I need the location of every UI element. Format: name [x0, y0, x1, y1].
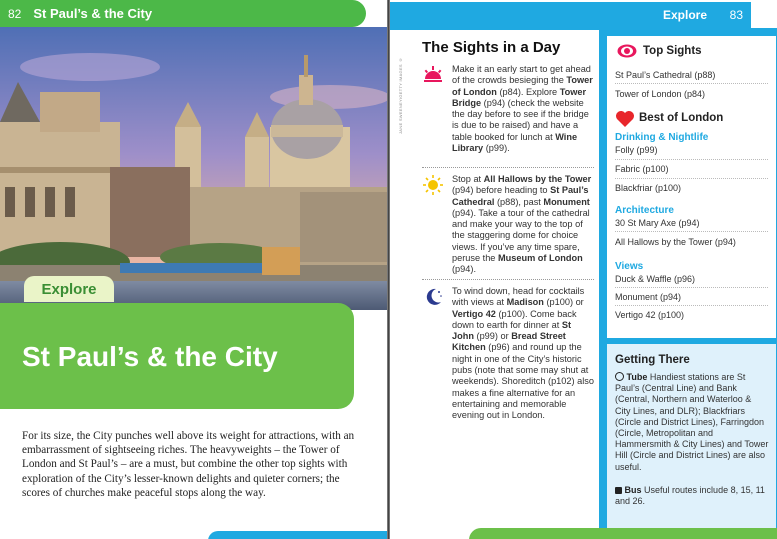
left-header-banner [0, 0, 366, 27]
evening-block [422, 286, 594, 422]
sun-icon [422, 174, 444, 196]
divider [615, 83, 768, 84]
views-item: Vertigo 42 (p100) [615, 310, 685, 320]
link-tower-of-london: Tower of London [452, 75, 593, 97]
top-sights-card [607, 36, 776, 338]
link-museum-of-london: Museum of London [497, 253, 583, 264]
link-all-hallows: All Hallows by the Tower [483, 174, 592, 184]
divider [615, 231, 768, 232]
link-vertigo-42: Vertigo 42 [452, 308, 496, 319]
link-st-john: St John [452, 319, 571, 342]
architecture-item: All Hallows by the Tower (p94) [615, 237, 736, 247]
views-item: Duck & Waffle (p96) [615, 274, 696, 284]
top-sights-title: Top Sights [643, 45, 702, 57]
drinking-item: Blackfriar (p100) [615, 183, 682, 193]
sights-title: The Sights in a Day [422, 39, 561, 56]
link-madison: Madison [506, 297, 544, 308]
getting-there-title: Getting There [615, 354, 690, 366]
intro-paragraph: For its size, the City punches well above its weight for attractions, with an embarrassment of sightseeing riches. The heavyweights – the Tower of London and St Paul’s – are a must, but combine the other top sights with exploration of the City’s lesser-known delights and quieter corners; the scores of churches make peaceful stops along the way. [22, 430, 355, 499]
tube-info: Tube Handiest stations are St Paul’s (Central Line) and Bank (Central, Northern and Waterloo & City Lines, and DLR); Blackfriars (Circle and District Lines), Farringdon (Circle, Metropolitan and Hammersmith & City Lines) and Tower Hill (Circle and District Lines) are also useful. [615, 372, 769, 472]
page-number: 82 [8, 6, 22, 21]
heart-icon [615, 110, 635, 128]
drinking-item: Folly (p99) [615, 145, 658, 155]
link-wine-library: Wine Library [452, 131, 578, 154]
architecture-title: Architecture [615, 205, 674, 216]
section-title: St Paul’s & the City [22, 341, 278, 372]
header-title: St Paul’s & the City [33, 6, 153, 21]
afternoon-text: Stop at All Hallows by the Tower (p94) before heading to St Paul’s Cathedral (p88), past Monument (p94). Take a tour of the cathedral and make your way to the top of the staggering dome for choice views. If you’ve any time spare, peruse the Museum of London (p94). [452, 174, 592, 275]
views-item: Monument (p94) [615, 292, 682, 302]
sidebar [599, 28, 777, 539]
photo-credit: JANE SWEENEY/GETTY IMAGES © [398, 57, 403, 134]
top-sight-item: Tower of London (p84) [615, 89, 706, 99]
drinking-item: Fabric (p100) [615, 164, 669, 174]
section-title-block [0, 303, 354, 409]
divider [422, 279, 594, 280]
bus-icon [615, 487, 622, 494]
evening-text: To wind down, head for cocktails with views at Madison (p100) or Vertigo 42 (p100). Come back down to earth for dinner at St John (p99) or Bread Street Kitchen (p96) and round up the night in one of the City’s historic pubs (note that some may shut at weekends). Shoreditch (p102) also makes a fine alternative for an entertaining and memorable evening out in London. [452, 286, 594, 421]
views-title: Views [615, 261, 644, 272]
afternoon-block [422, 174, 594, 276]
explore-tab: Explore [24, 276, 114, 302]
link-st-pauls: St Paul’s Cathedral [452, 185, 589, 207]
bus-info: Bus Useful routes include 8, 15, 11 and 26. [615, 485, 765, 507]
link-tower-bridge: Tower Bridge [452, 86, 587, 108]
top-sight-item: St Paul’s Cathedral (p88) [615, 70, 716, 80]
architecture-item: 30 St Mary Axe (p94) [615, 218, 700, 228]
book-spine [387, 0, 390, 539]
right-header-banner [389, 2, 751, 30]
drinking-title: Drinking & Nightlife [615, 132, 709, 143]
best-of-london-title: Best of London [639, 112, 724, 124]
getting-there-box [607, 344, 776, 539]
tube-icon [615, 372, 624, 381]
page-number: 83 [729, 8, 743, 22]
st-pauls-photo [0, 27, 388, 310]
divider [615, 287, 768, 288]
divider [615, 305, 768, 306]
bottom-accent-strip [469, 528, 777, 539]
morning-text: Make it an early start to get ahead of the crowds besieging the Tower of London (p84). Explore Tower Bridge (p94) (check the website the day before to see if the bridge is due to be raised) and have a table booked for lunch at Wine Library (p99). [452, 64, 593, 154]
link-bread-street-kitchen: Bread Street Kitchen [452, 331, 566, 353]
bottom-accent-strip [208, 531, 388, 539]
left-page [0, 0, 388, 539]
divider [615, 178, 768, 179]
header-label: Explore [662, 8, 707, 22]
sunrise-icon [422, 64, 444, 86]
eye-icon [617, 44, 637, 58]
divider [422, 167, 594, 168]
divider [615, 159, 768, 160]
moon-icon [422, 286, 444, 308]
link-monument: Monument [543, 196, 590, 207]
morning-block [422, 64, 594, 154]
right-page [389, 0, 777, 539]
